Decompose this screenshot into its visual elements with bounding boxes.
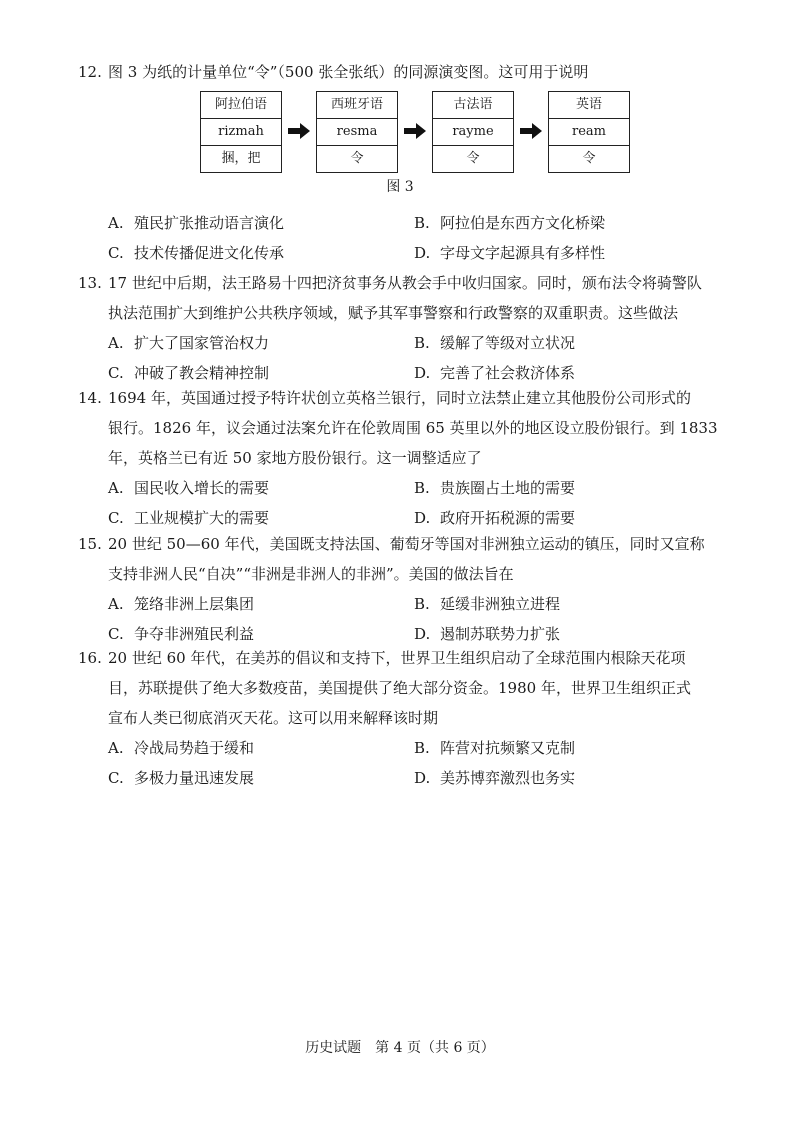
question-stem-line: 支持非洲人民“自决”“非洲是非洲人的非洲”。美国的做法旨在 [108, 565, 514, 583]
meaning: 令 [582, 151, 596, 166]
option-d: D. 字母文字起源具有多样性 [414, 244, 606, 262]
option-d: D. 美苏博弈激烈也务实 [414, 769, 576, 787]
option-b: B. 缓解了等级对立状况 [414, 334, 576, 352]
option-c: C. 冲破了教会精神控制 [108, 364, 270, 382]
question-number: 16. [78, 649, 102, 667]
question-stem-line: 图 3 为纸的计量单位“令”（500 张全张纸）的同源演变图。这可用于说明 [108, 63, 589, 81]
question-15 [78, 529, 748, 649]
option-d: D. 完善了社会救济体系 [414, 364, 576, 382]
option-b: B. 贵族圈占土地的需要 [414, 479, 576, 497]
question-stem-line: 1694 年，英国通过授予特许状创立英格兰银行，同时立法禁止建立其他股份公司形式的 [108, 389, 691, 407]
language-name: 古法语 [433, 92, 513, 119]
option-d: D. 遏制苏联势力扩张 [414, 625, 561, 643]
option-c: C. 工业规模扩大的需要 [108, 509, 270, 527]
option-b: B. 阿拉伯是东西方文化桥梁 [414, 214, 606, 232]
option-a: A. 冷战局势趋于缓和 [108, 739, 255, 757]
question-12-options [78, 208, 748, 268]
option-c: C. 技术传播促进文化传承 [108, 244, 285, 262]
question-stem-line: 目，苏联提供了绝大多数疫苗，美国提供了绝大部分资金。1980 年，世界卫生组织正式 [108, 679, 691, 697]
option-c: C. 多极力量迅速发展 [108, 769, 255, 787]
figure-3-etymology-diagram [200, 91, 630, 173]
etymology-box-arabic [200, 91, 282, 173]
right-arrow-icon [404, 123, 426, 139]
page-footer: 历史试题 第 4 页（共 6 页） [305, 1040, 495, 1056]
language-name: 英语 [549, 92, 629, 119]
question-14 [78, 383, 748, 533]
word: rayme [433, 119, 513, 146]
etymology-box-english [548, 91, 630, 173]
option-a: A. 国民收入增长的需要 [108, 479, 270, 497]
etymology-box-old-french [432, 91, 514, 173]
option-a: A. 殖民扩张推动语言演化 [108, 214, 285, 232]
meaning: 捆，把 [221, 151, 261, 166]
option-d: D. 政府开拓税源的需要 [414, 509, 576, 527]
question-stem-line: 银行。1826 年，议会通过法案允许在伦敦周围 65 英里以外的地区设立股份银行。到 1833 [108, 419, 718, 437]
question-number: 14. [78, 389, 102, 407]
question-stem-line: 执法范围扩大到维护公共秩序领域，赋予其军事警察和行政警察的双重职责。这些做法 [108, 304, 679, 322]
question-13 [78, 268, 748, 388]
option-b: B. 阵营对抗频繁又克制 [414, 739, 576, 757]
figure-caption: 图 3 [386, 179, 414, 195]
question-stem-line: 20 世纪 50—60 年代，美国既支持法国、葡萄牙等国对非洲独立运动的镇压，同时又宣称 [108, 535, 705, 553]
question-16 [78, 643, 748, 793]
option-b: B. 延缓非洲独立进程 [414, 595, 561, 613]
right-arrow-icon [288, 123, 310, 139]
word: ream [549, 119, 629, 146]
word: rizmah [201, 119, 281, 146]
meaning: 令 [350, 151, 364, 166]
language-name: 阿拉伯语 [201, 92, 281, 119]
question-number: 15. [78, 535, 102, 553]
question-number: 13. [78, 274, 102, 292]
language-name: 西班牙语 [317, 92, 397, 119]
right-arrow-icon [520, 123, 542, 139]
question-number: 12. [78, 63, 102, 81]
question-stem-line: 年，英格兰已有近 50 家地方股份银行。这一调整适应了 [108, 449, 482, 467]
question-12 [78, 57, 748, 87]
option-a: A. 扩大了国家管治权力 [108, 334, 270, 352]
question-stem-line: 20 世纪 60 年代，在美苏的倡议和支持下，世界卫生组织启动了全球范围内根除天花项 [108, 649, 686, 667]
meaning: 令 [466, 151, 480, 166]
question-stem-line: 宣布人类已彻底消灭天花。这可以用来解释该时期 [108, 709, 439, 727]
option-a: A. 笼络非洲上层集团 [108, 595, 255, 613]
word: resma [317, 119, 397, 146]
option-c: C. 争夺非洲殖民利益 [108, 625, 255, 643]
etymology-box-spanish [316, 91, 398, 173]
question-stem-line: 17 世纪中后期，法王路易十四把济贫事务从教会手中收归国家。同时，颁布法令将骑警队 [108, 274, 702, 292]
